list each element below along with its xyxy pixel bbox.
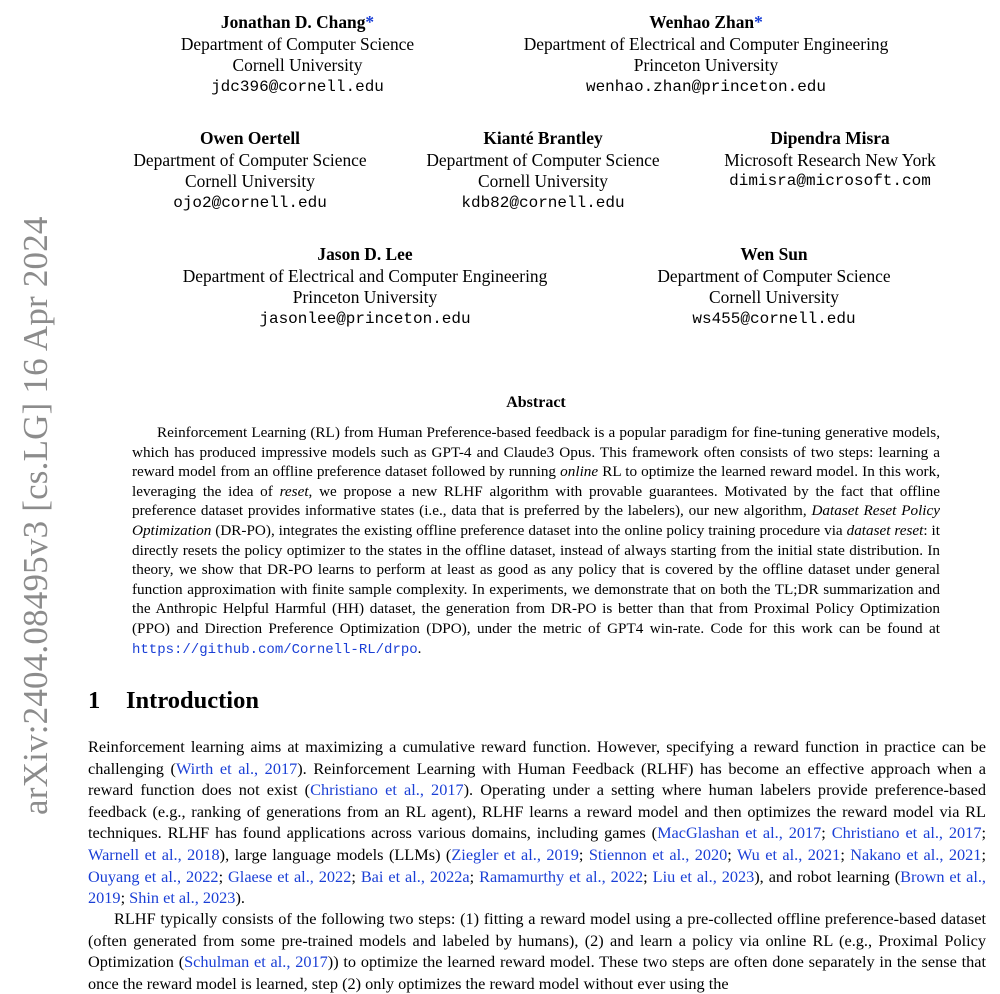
author-name: Wen Sun <box>740 244 808 264</box>
author-institution: Princeton University <box>633 55 779 75</box>
author-block <box>496 12 916 98</box>
section-heading <box>88 687 259 715</box>
section-number: 1 <box>88 687 101 714</box>
author-department: Department of Computer Science <box>133 149 367 170</box>
author-department: Department of Computer Science <box>180 33 415 54</box>
citation-link[interactable]: Wirth et al., 2017 <box>175 758 298 778</box>
author-department: Department of Computer Science <box>657 265 891 286</box>
author-name: Dipendra Misra <box>770 128 890 148</box>
author-institution: Princeton University <box>292 287 438 307</box>
author-block <box>700 128 960 193</box>
author-block <box>110 128 390 214</box>
author-email[interactable]: dimisra@microsoft.com <box>729 172 931 190</box>
author-name: Jonathan D. Chang* <box>220 12 375 32</box>
author-name: Jason D. Lee <box>317 244 413 264</box>
author-email[interactable]: jdc396@cornell.edu <box>211 77 384 96</box>
citation-link[interactable]: Nakano et al., 2021 <box>850 844 982 864</box>
author-email[interactable]: jasonlee@princeton.edu <box>259 309 471 328</box>
abstract-text: Reinforcement Learning (RL) from Human Preference-based feedback is a popular paradigm for fine-tuning generative models, which has produced impressive models such as GPT-4 and Claude3 Opus. This framework often consists of two steps: learning a reward model from an offline preference dataset followed by running online RL to optimize the learned reward model. In this work, leveraging the idea of reset, we propose a new RLHF algorithm with provable guarantees. Motivated by the fact that offline preference dataset provides informative states (i.e., data that is preferred by the labelers), our new algorithm, Dataset Reset Policy Optimization (DR-PO), integrates the existing offline preference dataset into the online policy training procedure via dataset reset: it directly resets the policy optimizer to the states in the offline dataset, instead of always starting from the initial state distribution. In theory, we show that DR-PO learns to perform at least as good as any policy that is covered by the offline dataset under general function approximation with finite sample complexity. In experiments, we demonstrate that on both the TL;DR summarization and the Anthropic Helpful Harmful (HH) dataset, the generation from DR-PO is better than that from Proximal Policy Optimization (PPO) and Direction Preference Optimization (DPO), under the metric of GPT4 win-rate. Code for this work can be found at https://github.com/Cornell-RL/drpo. <box>132 424 940 658</box>
author-email[interactable]: wenhao.zhan@princeton.edu <box>585 77 827 96</box>
intro-paragraph: RLHF typically consists of the following two steps: (1) fitting a reward model using a pre-collected offline preference-based dataset (often generated from some pre-trained models and labeled by humans), (2) and learn a policy via online RL (e.g., Proximal Policy Optimization (Schulman et al., 2017)) to optimize the learned reward model. These two steps are often done separately in the sense that once the reward model is learned, step (2) only optimizes the reward model without ever using the <box>88 909 987 993</box>
citation-link[interactable]: Liu et al., 2023 <box>652 866 755 886</box>
author-department: Department of Electrical and Computer Engineering <box>182 265 548 286</box>
citation-link[interactable]: MacGlashan et al., 2017 <box>657 823 822 843</box>
citation-link[interactable]: Schulman et al., 2017 <box>184 952 328 972</box>
citation-link[interactable]: Warnell et al., 2018 <box>88 844 220 864</box>
author-institution: Cornell University <box>185 171 315 191</box>
author-block <box>634 244 914 330</box>
citation-link[interactable]: Glaese et al., 2022 <box>228 866 352 886</box>
citation-link[interactable]: Brown et al., 2019 <box>88 866 986 908</box>
citation-link[interactable]: Ramamurthy et al., 2022 <box>479 866 644 886</box>
author-institution: Cornell University <box>709 287 839 307</box>
author-email[interactable]: kdb82@cornell.edu <box>461 193 625 212</box>
author-block <box>140 12 455 98</box>
citation-link[interactable]: Christiano et al., 2017 <box>831 823 982 843</box>
abstract-heading: Abstract <box>506 394 566 411</box>
equal-contribution-mark: * <box>365 12 375 32</box>
citation-link[interactable]: Shin et al., 2023 <box>129 888 236 908</box>
arxiv-side-stamp: arXiv:2404.08495v3 [cs.LG] 16 Apr 2024 <box>16 216 55 815</box>
author-email[interactable]: ojo2@cornell.edu <box>173 193 327 212</box>
author-block <box>155 244 575 330</box>
author-department: Department of Computer Science <box>426 149 660 170</box>
author-block <box>403 128 683 214</box>
citation-link[interactable]: Ouyang et al., 2022 <box>88 866 219 886</box>
citation-link[interactable]: Stiennon et al., 2020 <box>588 844 728 864</box>
author-name: Kianté Brantley <box>483 128 603 148</box>
author-department: Department of Electrical and Computer Engineering <box>523 33 889 54</box>
citation-link[interactable]: Ziegler et al., 2019 <box>451 844 579 864</box>
citation-link[interactable]: Wu et al., 2021 <box>736 844 841 864</box>
code-repository-link[interactable]: https://github.com/Cornell-RL/drpo <box>132 641 418 658</box>
citation-link[interactable]: Bai et al., 2022a <box>360 866 470 886</box>
author-department: Microsoft Research New York <box>724 149 936 170</box>
equal-contribution-mark: * <box>754 12 763 32</box>
author-name: Owen Oertell <box>200 128 300 148</box>
section-title: Introduction <box>126 687 259 714</box>
citation-link[interactable]: Christiano et al., 2017 <box>310 780 464 800</box>
intro-paragraph: Reinforcement learning aims at maximizing a cumulative reward function. However, specifying a reward function in practice can be challenging (Wirth et al., 2017). Reinforcement Learning with Human Feedback (RLHF) has become an effective approach when a reward function does not exist (Christiano et al., 2017). Operating under a setting where human labelers provide preference-based feedback (e.g., ranking of generations from an RL agent), RLHF learns a reward model and then optimizes the reward model via RL techniques. RLHF has found applications across various domains, including games (MacGlashan et al., 2017; Christiano et al., 2017; Warnell et al., 2018), large language models (LLMs) (Ziegler et al., 2019; Stiennon et al., 2020; Wu et al., 2021; Nakano et al., 2021; Ouyang et al., 2022; Glaese et al., 2022; Bai et al., 2022a; Ramamurthy et al., 2022; Liu et al., 2023), and robot learning (Brown et al., 2019; Shin et al., 2023). <box>88 737 987 908</box>
author-institution: Cornell University <box>478 171 608 191</box>
author-email[interactable]: ws455@cornell.edu <box>692 309 856 328</box>
author-name: Wenhao Zhan* <box>649 12 763 32</box>
author-institution: Cornell University <box>232 55 363 75</box>
